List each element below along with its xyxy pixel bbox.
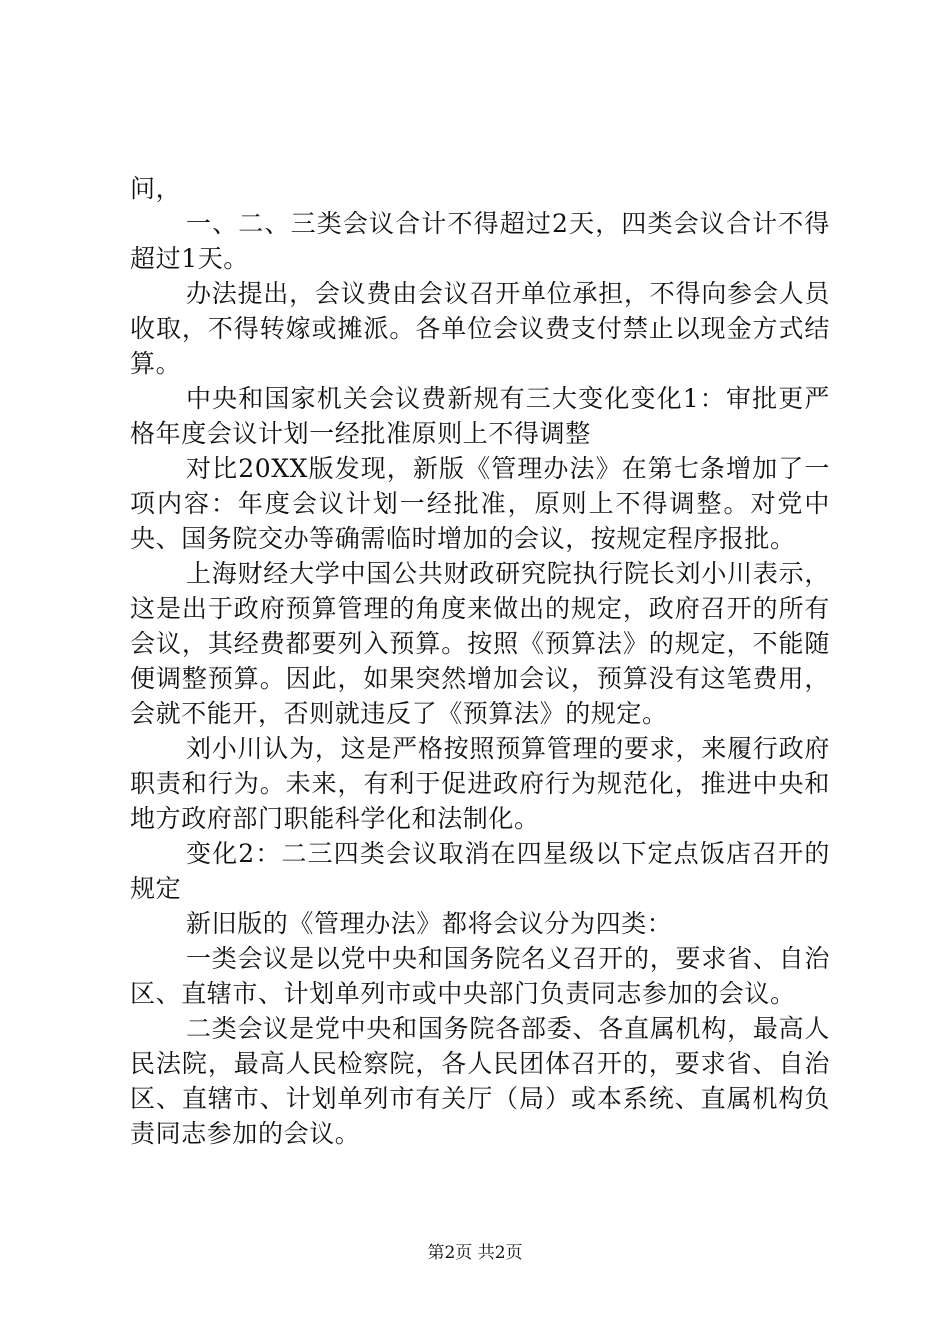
document-body (130, 171, 830, 1151)
paragraph-category-1: 一类会议是以党中央和国务院名义召开的，要求省、自治区、直辖市、计划单列市或中央部门负责同志参加的会议。 (130, 944, 830, 1008)
paragraph-expert-comment: 上海财经大学中国公共财政研究院执行院长刘小川表示，这是出于政府预算管理的角度来做出的规定，政府召开的所有会议，其经费都要列入预算。按照《预算法》的规定，不能随便调整预算。因此，如果突然增加会议，预算没有这笔费用，会就不能开，否则就违反了《预算法》的规定。 (130, 559, 830, 728)
paragraph-expert-view: 刘小川认为，这是严格按照预算管理的要求，来履行政府职责和行为。未来，有利于促进政府行为规范化，推进中央和地方政府部门职能科学化和法制化。 (130, 734, 830, 833)
paragraph-change-2-heading: 变化2：二三四类会议取消在四星级以下定点饭店召开的规定 (130, 839, 830, 903)
paragraph-continuation: 问， (130, 174, 182, 203)
paragraph-comparison: 对比20XX版发现，新版《管理办法》在第七条增加了一项内容：年度会议计划一经批准，原则上不得调整。对党中央、国务院交办等确需临时增加的会议，按规定程序报批。 (130, 454, 830, 553)
paragraph-category-2: 二类会议是党中央和国务院各部委、各直属机构，最高人民法院，最高人民检察院，各人民团体召开的，要求省、自治区、直辖市、计划单列市有关厅（局）或本系统、直属机构负责同志参加的会议。 (130, 1014, 830, 1148)
paragraph-meeting-fees: 办法提出，会议费由会议召开单位承担，不得向参会人员收取，不得转嫁或摊派。各单位会议费支付禁止以现金方式结算。 (130, 279, 830, 378)
paragraph-change-1-heading: 中央和国家机关会议费新规有三大变化变化1：审批更严格年度会议计划一经批准原则上不得调整 (130, 384, 830, 448)
paragraph-four-categories: 新旧版的《管理办法》都将会议分为四类： (186, 909, 673, 938)
paragraph-meeting-duration: 一、二、三类会议合计不得超过2天，四类会议合计不得超过1天。 (130, 209, 830, 273)
page-number-footer: 第2页 共2页 (427, 1243, 523, 1263)
